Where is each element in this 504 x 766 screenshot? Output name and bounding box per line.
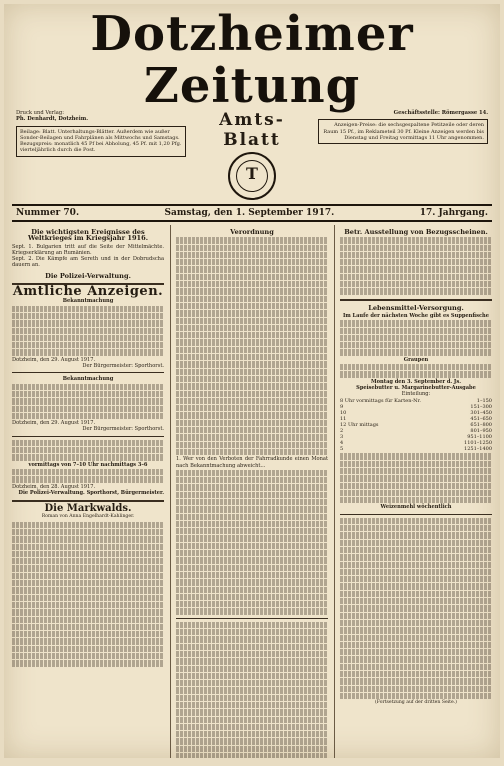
war-event-2: Sept. 2. Die Kämpfe am Sereth und in der Dobrudscha dauern an. xyxy=(12,256,164,269)
masthead-center xyxy=(192,110,312,200)
ration-time: 5 xyxy=(340,446,344,453)
notice-signer-3: Die Polizei-Verwaltung. Sporthorst, Bürgermeister. xyxy=(18,489,164,496)
ration-row xyxy=(340,446,492,452)
ration-time: 10 xyxy=(340,409,347,416)
barley-heading: Graupen xyxy=(403,356,429,363)
publisher-info xyxy=(16,110,186,157)
war-events-title: Die wichtigsten Ereignisse des Weltkrieges im Kriegsjahr 1916. xyxy=(27,228,149,243)
ration-range: 951–1100 xyxy=(467,434,492,441)
official-notices-title: Amtliche Anzeigen. xyxy=(12,284,164,300)
ration-time: 8 Uhr vormittags für Karten-Nr. xyxy=(340,397,421,404)
subscription-box: Beilage: Blatt. Unterhaltungs-Blätter. Außerdem wie außer Sonder-Beilagen und Fahrplänen als Mittwochs und Samstags. Bezugspreis: monatlich 45 Pf bei Abholung, 45 Pf. mit 1,20 Pfg. vierteljährlich durch die Post. xyxy=(16,126,186,157)
column-middle xyxy=(170,225,328,758)
ration-time: 4 xyxy=(340,440,344,447)
war-event-1: Sept. 1. Bulgarien tritt auf die Seite der Mittelmächte. Kriegserklärung an Rumänien. xyxy=(12,243,164,256)
soup-fish-line: Im Laufe der nächsten Woche gibt es Suppenfische xyxy=(343,312,489,319)
wheat-flour-line: Weizenmehl wöchentlich xyxy=(380,504,452,511)
ration-range: 1101–1250 xyxy=(464,440,492,447)
publisher-name: Ph. Denhardt, Dotzheim. xyxy=(16,116,88,123)
ration-range: 151–300 xyxy=(470,403,492,410)
ordinance-title: Verordnung xyxy=(230,228,274,236)
ration-time: 12 Uhr mittags xyxy=(340,421,379,428)
ration-time: 9 xyxy=(340,403,344,410)
column-right xyxy=(334,225,492,758)
continuation-note: (Fortsetzung auf der dritten Seite.) xyxy=(375,700,457,706)
ration-range: 1251–1400 xyxy=(464,446,492,453)
notice-signer-2: Der Bürgermeister: Sporthorst. xyxy=(82,426,164,433)
notice-date-1: Dotzheim, den 29. August 1917. xyxy=(12,356,96,363)
ration-time: 2 xyxy=(340,428,344,434)
coupon-title: Betr. Ausstellung von Bezugsscheinen. xyxy=(344,228,488,236)
novel-author: Roman von Anna Engelhardt-Kahlinger. xyxy=(41,514,135,520)
ad-price-box: Anzeigen-Preise: die sechsgespaltene Petitzeile oder deren Raum 15 Pf., im Reklameteil 30 Pf. Kleine Anzeigen werden bis Dienstag und Freitag vormittags 11 Uhr angenommen. xyxy=(318,119,488,144)
ration-range: 451–650 xyxy=(470,415,492,422)
ration-table xyxy=(340,398,492,453)
dateline xyxy=(12,204,492,222)
ration-range: 651–800 xyxy=(470,421,492,428)
notice-heading-1: Bekanntmachung xyxy=(62,298,114,305)
masthead-title: Dotzheimer Zeitung xyxy=(90,6,414,114)
ration-range: 801–950 xyxy=(470,428,492,434)
office-line: Geschäftsstelle: Römergasse 14. xyxy=(393,110,488,116)
notice-heading-2: Bekanntmachung xyxy=(62,376,114,383)
masthead-subtitle: Amts-Blatt xyxy=(219,110,285,150)
column-left xyxy=(12,225,164,758)
office-info xyxy=(318,110,488,144)
issue-date: Samstag, den 1. September 1917. xyxy=(164,208,335,218)
issue-year: 17. Jahrgang. xyxy=(419,208,488,218)
publisher-line: Druck und Verlag: xyxy=(16,110,64,116)
butter-heading: Speisebutter u. Margarinebutter-Ausgabe xyxy=(356,384,476,391)
food-supply-title: Lebensmittel-Versorgung. xyxy=(368,303,464,312)
ration-time: 3 xyxy=(340,434,344,441)
novel-title: Die Markwalds. xyxy=(44,503,132,515)
ordinance-step: 1. Wer von den Verboten der Fahrradkunde einen Monat nach Bekanntmachung abweicht... xyxy=(176,456,328,469)
police-title-1: Die Polizei-Verwaltung. xyxy=(45,271,131,280)
town-seal-icon xyxy=(228,152,276,200)
notice-date-3: Dotzheim, den 28. August 1917. xyxy=(12,483,96,490)
columns xyxy=(4,225,500,758)
schedule-label: Einteilung: xyxy=(401,391,431,398)
newspaper-page xyxy=(4,4,500,758)
issue-number: Nummer 70. xyxy=(16,208,80,218)
ration-time: 11 xyxy=(340,415,347,422)
ration-range: 301–450 xyxy=(470,409,492,416)
monday-date: Montag den 3. September d. Js. xyxy=(371,378,461,385)
ration-range: 1–150 xyxy=(476,397,492,404)
header-row xyxy=(4,110,500,200)
collection-hours: vormittags von 7–10 Uhr nachmittags 3–6 xyxy=(28,461,148,468)
notice-date-2: Dotzheim, den 29. August 1917. xyxy=(12,420,96,427)
notice-signer-1: Der Bürgermeister: Sporthorst. xyxy=(82,363,164,370)
